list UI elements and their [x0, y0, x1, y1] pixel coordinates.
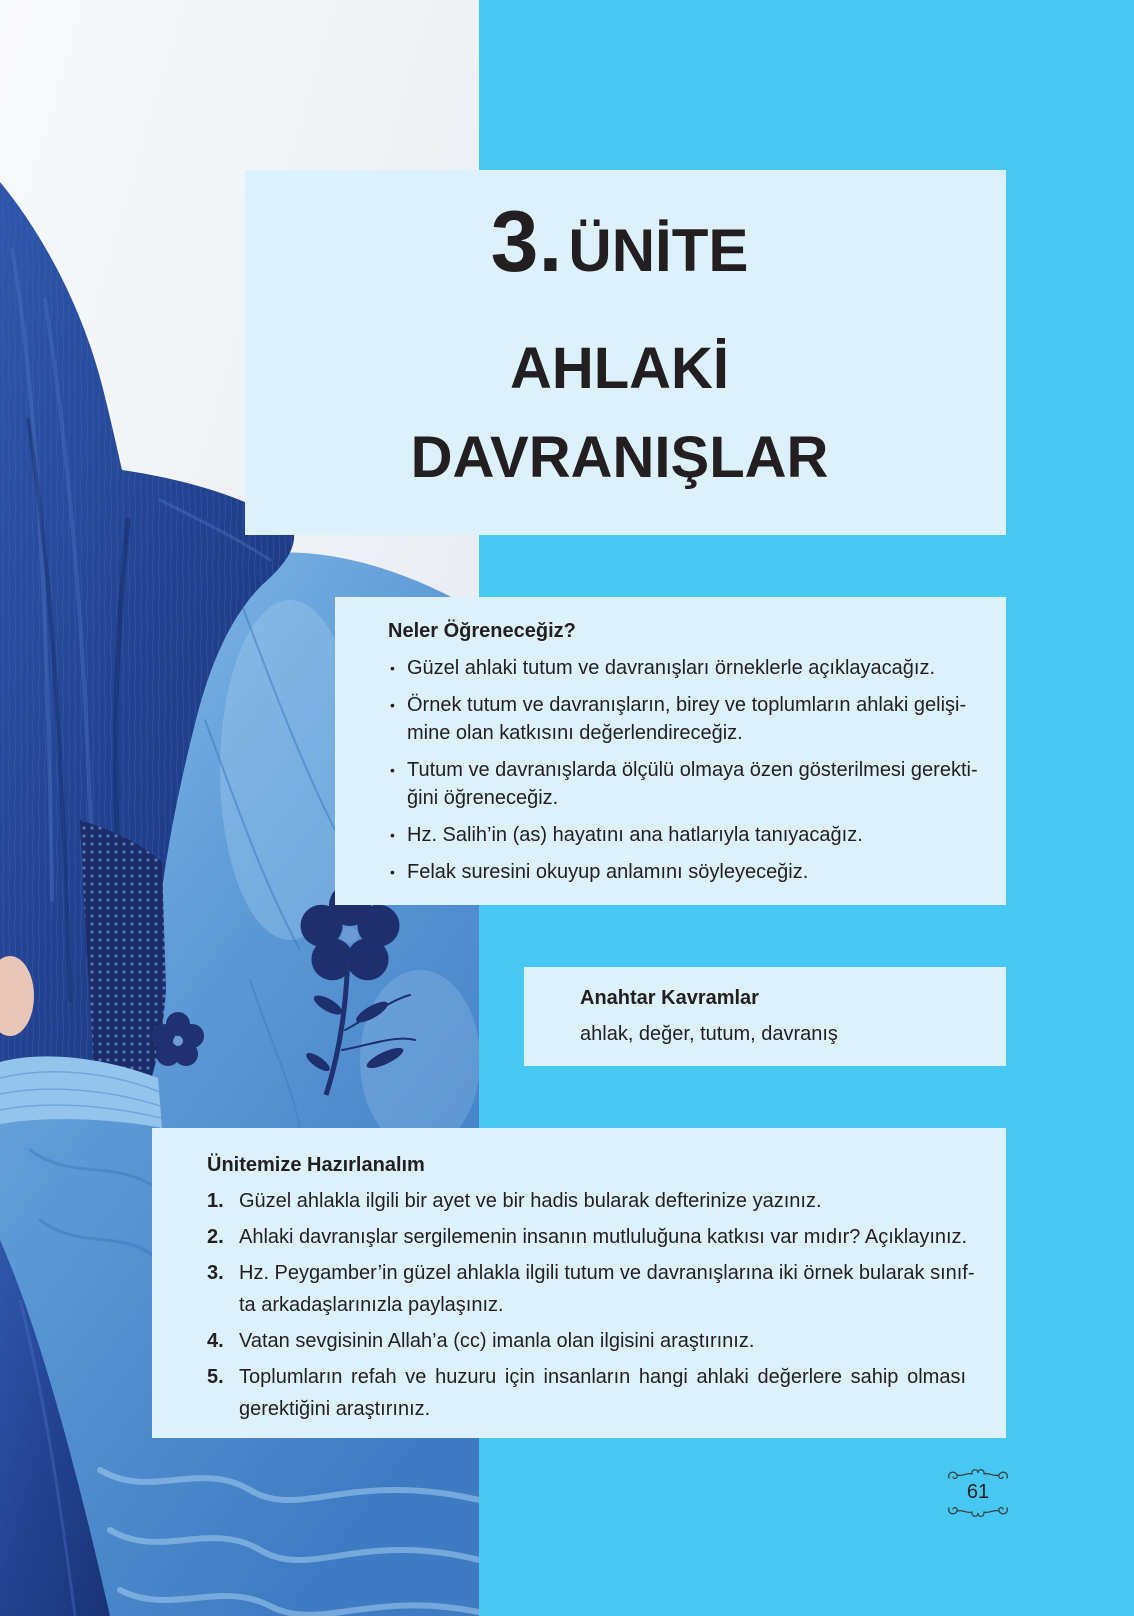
objectives-box: [335, 597, 1006, 905]
bullet-icon: •: [390, 827, 395, 843]
item-text: gerektiğini araştırınız.: [239, 1398, 431, 1420]
item-text: ta arkadaşlarınızla paylaşınız.: [239, 1294, 504, 1316]
bullet-icon: •: [390, 697, 395, 713]
objective-item: [388, 821, 1006, 849]
preparation-item: [207, 1257, 1006, 1321]
bullet-icon: •: [390, 660, 395, 676]
preparation-item: [207, 1185, 1006, 1217]
item-text: Vatan sevgisinin Allah’a (cc) imanla olan ilgisini araştırınız.: [239, 1330, 755, 1352]
preparation-item: [207, 1325, 1006, 1357]
unit-heading: [245, 194, 994, 293]
objective-text: mine olan katkısını değerlendireceğiz.: [407, 722, 743, 744]
preparation-item: [207, 1361, 1006, 1425]
page-number: 61: [966, 1481, 990, 1503]
key-concepts-heading: Anahtar Kavramlar: [580, 987, 759, 1009]
unit-title-line-1: AHLAKİ: [509, 336, 730, 401]
item-number: 4.: [207, 1330, 224, 1352]
bullet-icon: •: [390, 762, 395, 778]
preparation-box: [152, 1128, 1006, 1438]
unit-number: 3.: [490, 194, 563, 290]
objective-text: Güzel ahlaki tutum ve davranışları örneklerle açıklayacağız.: [407, 657, 936, 679]
unit-title-line-2: DAVRANIŞLAR: [410, 425, 829, 490]
objective-text: ğini öğreneceğiz.: [407, 787, 559, 809]
item-number: 3.: [207, 1262, 224, 1284]
key-concepts-box: [524, 967, 1006, 1066]
objective-text: Felak suresini okuyup anlamını söyleyeceğiz.: [407, 861, 809, 883]
objective-text: Hz. Salih’in (as) hayatını ana hatlarıyla tanıyacağız.: [407, 824, 863, 846]
key-concepts-text: ahlak, değer, tutum, davranış: [580, 1023, 838, 1045]
item-number: 2.: [207, 1226, 224, 1248]
objective-text: Örnek tutum ve davranışların, birey ve toplumların ahlaki gelişi-: [407, 694, 967, 716]
item-number: 5.: [207, 1366, 224, 1388]
objectives-heading: Neler Öğreneceğiz?: [388, 620, 576, 642]
objective-item: [388, 858, 1006, 886]
objective-item: [388, 756, 1006, 812]
item-text: Toplumların refah ve huzuru için insanların hangi ahlaki değerlere sahip olması: [239, 1366, 966, 1388]
unit-title-box: [245, 170, 1006, 535]
objective-item: [388, 691, 1006, 747]
item-number: 1.: [207, 1190, 224, 1212]
bullet-icon: •: [390, 864, 395, 880]
unit-label: ÜNİTE: [568, 217, 749, 284]
item-text: Güzel ahlakla ilgili bir ayet ve bir hadis bularak defterinize yazınız.: [239, 1190, 822, 1212]
objective-text: Tutum ve davranışlarda ölçülü olmaya özen gösterilmesi gerekti-: [407, 759, 978, 781]
objective-item: [388, 654, 1006, 682]
preparation-item: [207, 1221, 1006, 1253]
item-text: Hz. Peygamber’in güzel ahlakla ilgili tutum ve davranışlarına iki örnek bularak sınıf-: [239, 1262, 975, 1284]
item-text: Ahlaki davranışlar sergilemenin insanın mutluluğuna katkısı var mıdır? Açıklayınız.: [239, 1226, 968, 1248]
preparation-heading: Ünitemize Hazırlanalım: [207, 1154, 425, 1176]
